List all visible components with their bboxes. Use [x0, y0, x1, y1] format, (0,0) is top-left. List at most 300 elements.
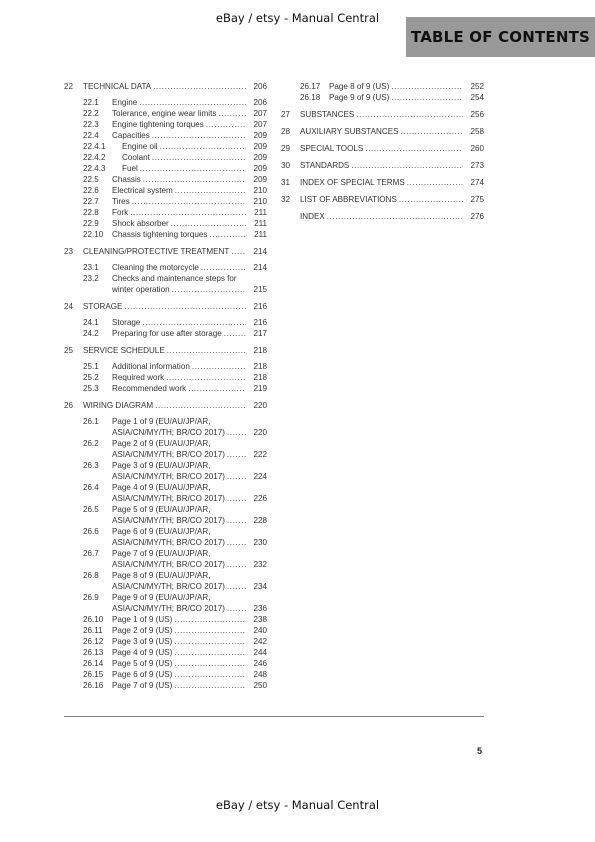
toc-entry-number: 27: [281, 110, 291, 119]
toc-entry-number: 22.9: [83, 219, 99, 228]
toc-entry-number: 22.2: [83, 109, 99, 118]
toc-entry-line: [83, 163, 267, 174]
toc-entry-line: [83, 97, 267, 108]
dot-leader: [130, 207, 246, 218]
toc-entry-number: 26: [64, 401, 74, 410]
toc-entry-title: Checks and maintenance steps for: [112, 274, 237, 283]
toc-entry-title: Cleaning the motorcycle: [112, 263, 199, 272]
toc-entry-title: Tires: [112, 197, 130, 206]
toc-entry-number: 26.2: [83, 439, 99, 448]
toc-entry-number: 22.10: [83, 230, 104, 239]
toc-chapter[interactable]: [281, 109, 484, 120]
toc-entry-line: [83, 427, 267, 438]
toc-entry-title: Page 2 of 9 (US): [112, 626, 173, 635]
toc-entry-title: Page 7 of 9 (US): [112, 681, 173, 690]
dot-leader: [174, 614, 246, 625]
toc-entry-line: [281, 143, 484, 154]
toc-entry-page: 214: [253, 263, 267, 272]
toc-entry-line: [83, 493, 267, 504]
toc-entry-line: [83, 680, 267, 691]
toc-entry[interactable]: [64, 680, 267, 691]
toc-entry-line: [281, 211, 484, 222]
toc-entry-title-continued: ASIA/CN/MY/TH; BR/CO 2017): [112, 582, 225, 591]
toc-entry-number: 23: [64, 247, 74, 256]
watermark-bottom: eBay / etsy - Manual Central: [215, 798, 380, 812]
toc-entry-number: 26.13: [83, 648, 104, 657]
toc-entry-number: 26.11: [83, 626, 103, 635]
toc-entry-line: [83, 625, 267, 636]
toc-entry-page: 216: [253, 302, 267, 311]
toc-entry-line: [83, 383, 267, 394]
toc-entry-title: Page 9 of 9 (EU/AU/JP/AR,: [112, 593, 211, 602]
toc-chapter[interactable]: [64, 345, 267, 356]
toc-entry-line: [83, 460, 267, 471]
dot-leader: [155, 400, 246, 411]
dot-leader: [356, 109, 463, 120]
dot-leader: [209, 229, 246, 240]
toc-entry-page: 209: [253, 175, 267, 184]
toc-entry-number: 25: [64, 346, 74, 355]
dot-leader: [351, 160, 463, 171]
toc-entry-line: [83, 229, 267, 240]
toc-entry-line: [83, 581, 267, 592]
toc-entry-page: 214: [253, 247, 267, 256]
toc-entry[interactable]: [64, 273, 267, 295]
toc-section: [281, 211, 484, 222]
toc-entry-line: [83, 526, 267, 537]
toc-entry-number: 22.5: [83, 175, 99, 184]
toc-entry-page: 240: [253, 626, 267, 635]
toc-section: [64, 345, 267, 394]
toc-entry-title: Capacities: [112, 131, 150, 140]
toc-entry-title: Page 5 of 9 (US): [112, 659, 173, 668]
toc-entry[interactable]: [64, 108, 267, 119]
toc-section: [281, 81, 484, 103]
toc-entry-line: [64, 400, 267, 411]
toc-entry-line: [83, 152, 267, 163]
toc-entry-page: 238: [253, 615, 267, 624]
toc-entry-line: [83, 559, 267, 570]
toc-entry-title-continued: ASIA/CN/MY/TH; BR/CO 2017): [112, 450, 225, 459]
toc-entry[interactable]: [64, 130, 267, 141]
toc-entry-title: Page 9 of 9 (US): [329, 93, 390, 102]
toc-entry[interactable]: [64, 262, 267, 273]
toc-entry[interactable]: [64, 196, 267, 207]
dot-leader: [224, 328, 246, 339]
toc-entry-page: 273: [470, 161, 484, 170]
toc-entry-number: 25.1: [83, 362, 99, 371]
toc-entry-title: Page 1 of 9 (EU/AU/JP/AR,: [112, 417, 211, 426]
dot-leader: [124, 301, 246, 312]
dot-leader: [188, 383, 246, 394]
dot-leader: [160, 141, 246, 152]
toc-entry-number: 26.18: [300, 93, 321, 102]
toc-entry-number: 26.17: [300, 82, 321, 91]
toc-entry-line: [300, 81, 484, 92]
toc-entry-title: Shock absorber: [112, 219, 169, 228]
toc-entry-page: 206: [253, 82, 267, 91]
toc-entry-line: [83, 438, 267, 449]
toc-entry-line: [281, 109, 484, 120]
dot-leader: [152, 130, 246, 141]
toc-entry-line: [83, 328, 267, 339]
toc-entry[interactable]: [64, 361, 267, 372]
toc-entry-number: 22.3: [83, 120, 99, 129]
toc-entry-title: SUBSTANCES: [300, 110, 355, 119]
toc-entry[interactable]: [64, 218, 267, 229]
toc-entry-number: 26.3: [83, 461, 99, 470]
toc-entry-line: [83, 416, 267, 427]
toc-entry-title: Engine: [112, 98, 138, 107]
toc-entry-title: Electrical system: [112, 186, 173, 195]
toc-entry-title: Coolant: [122, 153, 150, 162]
toc-entry[interactable]: [64, 438, 267, 460]
toc-entry-line: [83, 207, 267, 218]
toc-chapter[interactable]: [281, 177, 484, 188]
toc-chapter[interactable]: [281, 194, 484, 205]
dot-leader: [201, 262, 246, 273]
toc-entry-line: [83, 614, 267, 625]
toc-entry-title: SERVICE SCHEDULE: [83, 346, 165, 355]
dot-leader: [143, 174, 246, 185]
dot-leader: [152, 152, 246, 163]
dot-leader: [174, 680, 246, 691]
toc-entry-line: [83, 482, 267, 493]
toc-entry[interactable]: [64, 482, 267, 504]
dot-leader: [132, 196, 246, 207]
dot-leader: [166, 372, 246, 383]
toc-entry[interactable]: [64, 229, 267, 240]
toc-entry-number: 29: [281, 144, 291, 153]
toc-entry-line: [83, 317, 267, 328]
toc-entry-number: 30: [281, 161, 291, 170]
toc-entry-line: [83, 361, 267, 372]
toc-entry-line: [83, 196, 267, 207]
toc-entry[interactable]: [64, 97, 267, 108]
toc-entry-title-continued: ASIA/CN/MY/TH; BR/CO 2017): [112, 560, 225, 569]
dot-leader: [139, 97, 246, 108]
toc-entry-line: [281, 194, 484, 205]
toc-entry-number: 26.7: [83, 549, 99, 558]
toc-entry-page: 230: [253, 538, 267, 547]
toc-entry-line: [83, 592, 267, 603]
toc-entry-title: Additional information: [112, 362, 190, 371]
dot-leader: [175, 185, 246, 196]
toc-entry-number: 26.10: [83, 615, 104, 624]
dot-leader: [174, 636, 246, 647]
toc-entry-title: INDEX OF SPECIAL TERMS: [300, 178, 405, 187]
dot-leader: [172, 284, 246, 295]
toc-entry-page: 218: [253, 373, 267, 382]
toc-entry-title-continued: ASIA/CN/MY/TH; BR/CO 2017): [112, 472, 225, 481]
toc-entry-page: 209: [253, 131, 267, 140]
dot-leader: [140, 163, 246, 174]
toc-entry-line: [83, 603, 267, 614]
toc-column-right: [281, 81, 484, 228]
toc-section: [64, 400, 267, 691]
toc-entry-number: 22.7: [83, 197, 99, 206]
toc-entry-title-continued: winter operation: [112, 285, 170, 294]
toc-section: [64, 301, 267, 339]
toc-entry-title: Page 4 of 9 (US): [112, 648, 173, 657]
toc-entry-title: Page 4 of 9 (EU/AU/JP/AR,: [112, 483, 211, 492]
toc-entry-line: [83, 174, 267, 185]
toc-entry-number: 22.1: [83, 98, 99, 107]
toc-entry-page: 234: [253, 582, 267, 591]
toc-section: [64, 81, 267, 240]
toc-entry-line: [83, 185, 267, 196]
toc-section: [281, 194, 484, 205]
dot-leader: [227, 515, 246, 526]
toc-entry[interactable]: [64, 548, 267, 570]
toc-entry-number: 22.4.1: [83, 142, 106, 151]
dot-leader: [227, 559, 246, 570]
toc-entry-number: 22: [64, 82, 74, 91]
dot-leader: [174, 669, 246, 680]
toc-entry-number: 26.5: [83, 505, 99, 514]
toc-entry-number: 24: [64, 302, 74, 311]
toc-entry-title: Page 8 of 9 (EU/AU/JP/AR,: [112, 571, 211, 580]
toc-entry[interactable]: [64, 383, 267, 394]
toc-entry-title: Preparing for use after storage: [112, 329, 222, 338]
toc-entry-page: 216: [253, 318, 267, 327]
toc-chapter[interactable]: [64, 400, 267, 411]
toc-chapter[interactable]: [281, 160, 484, 171]
toc-entry-page: 274: [470, 178, 484, 187]
toc-entry-title: Page 3 of 9 (EU/AU/JP/AR,: [112, 461, 211, 470]
toc-entry-page: 218: [253, 346, 267, 355]
toc-chapter[interactable]: [64, 301, 267, 312]
toc-entry-line: [83, 130, 267, 141]
toc-entry-page: 207: [253, 109, 267, 118]
dot-leader: [227, 493, 246, 504]
toc-entry-title: STANDARDS: [300, 161, 350, 170]
toc-entry-page: 248: [253, 670, 267, 679]
toc-entry-number: 22.6: [83, 186, 99, 195]
toc-entry-page: 258: [470, 127, 484, 136]
toc-entry-page: 222: [253, 450, 267, 459]
toc-entry-page: 211: [254, 219, 267, 228]
dot-leader: [401, 126, 463, 137]
toc-section: [281, 160, 484, 171]
toc-entry-page: 210: [253, 186, 267, 195]
toc-section: [281, 126, 484, 137]
toc-entry-page: 217: [253, 329, 267, 338]
toc-entry-line: [281, 126, 484, 137]
page-number: 5: [477, 746, 483, 756]
toc-entry-page: 236: [253, 604, 267, 613]
toc-entry-line: [64, 246, 267, 257]
toc-entry[interactable]: [64, 163, 267, 174]
toc-entry[interactable]: [64, 504, 267, 526]
toc-entry[interactable]: [64, 592, 267, 614]
toc-entry-line: [83, 548, 267, 559]
toc-entry[interactable]: [281, 92, 484, 103]
toc-entry-title: Page 8 of 9 (US): [329, 82, 390, 91]
toc-entry-page: 215: [253, 285, 267, 294]
toc-entry-line: [83, 262, 267, 273]
toc-entry-number: 32: [281, 195, 291, 204]
toc-entry-number: 26.1: [83, 417, 99, 426]
toc-entry-page: 246: [253, 659, 267, 668]
toc-entry-page: 209: [253, 142, 267, 151]
toc-entry-title: Chassis: [112, 175, 141, 184]
toc-entry[interactable]: [64, 647, 267, 658]
toc-entry-page: 275: [470, 195, 484, 204]
toc-entry[interactable]: [64, 174, 267, 185]
toc-chapter[interactable]: [281, 143, 484, 154]
toc-entry-line: [83, 636, 267, 647]
toc-entry[interactable]: [64, 625, 267, 636]
dot-leader: [171, 218, 246, 229]
toc-entry-number: 25.2: [83, 373, 99, 382]
toc-entry-page: 211: [254, 230, 267, 239]
dot-leader: [227, 427, 246, 438]
footer-divider: [64, 716, 484, 717]
toc-entry-title: Fuel: [122, 164, 138, 173]
toc-entry-page: 252: [470, 82, 484, 91]
toc-entry-page: 209: [253, 164, 267, 173]
dot-leader: [167, 345, 246, 356]
dot-leader: [407, 177, 463, 188]
toc-entry-line: [281, 160, 484, 171]
dot-leader: [206, 119, 246, 130]
toc-entry-title: Chassis tightening torques: [112, 230, 208, 239]
toc-entry[interactable]: [64, 372, 267, 383]
toc-entry-number: 22.8: [83, 208, 99, 217]
toc-entry-line: [83, 647, 267, 658]
toc-section: [281, 177, 484, 188]
dot-leader: [218, 108, 246, 119]
toc-entry-number: 22.4: [83, 131, 99, 140]
toc-entry-title: Recommended work: [112, 384, 187, 393]
toc-entry-line: [83, 471, 267, 482]
toc-entry[interactable]: [64, 669, 267, 680]
toc-entry[interactable]: [64, 570, 267, 592]
toc-section: [281, 109, 484, 120]
toc-entry[interactable]: [64, 328, 267, 339]
toc-entry-line: [83, 449, 267, 460]
dot-leader: [174, 625, 246, 636]
toc-entry-page: 211: [254, 208, 267, 217]
toc-entry-page: 226: [253, 494, 267, 503]
toc-entry-page: 219: [253, 384, 267, 393]
dot-leader: [227, 471, 246, 482]
toc-entry[interactable]: [64, 658, 267, 669]
dot-leader: [174, 658, 246, 669]
toc-entry-title-continued: ASIA/CN/MY/TH; BR/CO 2017): [112, 516, 225, 525]
toc-entry-title-continued: ASIA/CN/MY/TH; BR/CO 2017): [112, 494, 225, 503]
toc-entry[interactable]: [64, 636, 267, 647]
toc-entry-page: 242: [253, 637, 267, 646]
toc-entry-number: 26.4: [83, 483, 99, 492]
toc-entry-number: 26.15: [83, 670, 104, 679]
toc-entry-number: 26.16: [83, 681, 104, 690]
toc-entry-title: Tolerance, engine wear limits: [112, 109, 217, 118]
toc-section: [64, 246, 267, 295]
toc-entry-title: TECHNICAL DATA: [83, 82, 152, 91]
toc-entry[interactable]: [64, 141, 267, 152]
toc-entry-line: [83, 658, 267, 669]
toc-entry-page: 207: [253, 120, 267, 129]
dot-leader: [153, 81, 246, 92]
toc-entry-line: [300, 92, 484, 103]
toc-entry[interactable]: [64, 152, 267, 163]
toc-entry-number: 25.3: [83, 384, 99, 393]
watermark-top: eBay / etsy - Manual Central: [215, 11, 380, 25]
toc-entry[interactable]: [64, 460, 267, 482]
toc-entry-number: 26.6: [83, 527, 99, 536]
toc-entry-title: Page 6 of 9 (US): [112, 670, 173, 679]
dot-leader: [399, 194, 463, 205]
dot-leader: [227, 537, 246, 548]
dot-leader: [327, 211, 463, 222]
dot-leader: [174, 647, 246, 658]
toc-entry-line: [281, 177, 484, 188]
toc-entry-page: 256: [470, 110, 484, 119]
toc-entry-title: Required work: [112, 373, 165, 382]
toc-entry[interactable]: [64, 207, 267, 218]
toc-entry-title-continued: ASIA/CN/MY/TH; BR/CO 2017): [112, 428, 225, 437]
toc-entry-page: 232: [253, 560, 267, 569]
toc-chapter[interactable]: [64, 81, 267, 92]
toc-entry-title: Fork: [112, 208, 129, 217]
toc-entry-title: Page 5 of 9 (EU/AU/JP/AR,: [112, 505, 211, 514]
toc-entry-line: [83, 273, 267, 284]
toc-entry[interactable]: [64, 526, 267, 548]
toc-entry-title: Page 3 of 9 (US): [112, 637, 173, 646]
dot-leader: [231, 246, 246, 257]
toc-entry-line: [64, 81, 267, 92]
toc-entry-line: [83, 284, 267, 295]
toc-entry-line: [83, 504, 267, 515]
toc-entry[interactable]: [64, 614, 267, 625]
toc-entry-title: Page 1 of 9 (US): [112, 615, 173, 624]
toc-entry-title: CLEANING/PROTECTIVE TREATMENT: [83, 247, 230, 256]
dot-leader: [192, 361, 246, 372]
toc-entry-title: STORAGE: [83, 302, 123, 311]
toc-entry-line: [83, 537, 267, 548]
toc-entry[interactable]: [64, 185, 267, 196]
toc-chapter[interactable]: [281, 126, 484, 137]
toc-entry-title: INDEX: [300, 212, 325, 221]
toc-entry-number: 23.1: [83, 263, 99, 272]
dot-leader: [365, 143, 463, 154]
toc-entry[interactable]: [281, 81, 484, 92]
dot-leader: [227, 603, 246, 614]
toc-chapter[interactable]: [64, 246, 267, 257]
toc-entry-page: 260: [470, 144, 484, 153]
toc-entry-line: [83, 570, 267, 581]
toc-entry-page: 224: [253, 472, 267, 481]
toc-entry-number: 26.14: [83, 659, 104, 668]
toc-entry-title: Page 2 of 9 (EU/AU/JP/AR,: [112, 439, 211, 448]
toc-entry-page: 250: [253, 681, 267, 690]
toc-entry[interactable]: [64, 317, 267, 328]
toc-entry-number: 26.12: [83, 637, 104, 646]
toc-entry-title: AUXILIARY SUBSTANCES: [300, 127, 399, 136]
toc-entry-title-continued: ASIA/CN/MY/TH; BR/CO 2017): [112, 604, 225, 613]
toc-chapter[interactable]: [281, 211, 484, 222]
toc-entry-number: 22.4.3: [83, 164, 106, 173]
toc-entry-title: Page 6 of 9 (EU/AU/JP/AR,: [112, 527, 211, 536]
toc-entry[interactable]: [64, 119, 267, 130]
toc-entry-line: [83, 218, 267, 229]
toc-entry[interactable]: [64, 416, 267, 438]
toc-entry-line: [83, 515, 267, 526]
toc-entry-number: 26.8: [83, 571, 99, 580]
toc-entry-number: 31: [281, 178, 291, 187]
